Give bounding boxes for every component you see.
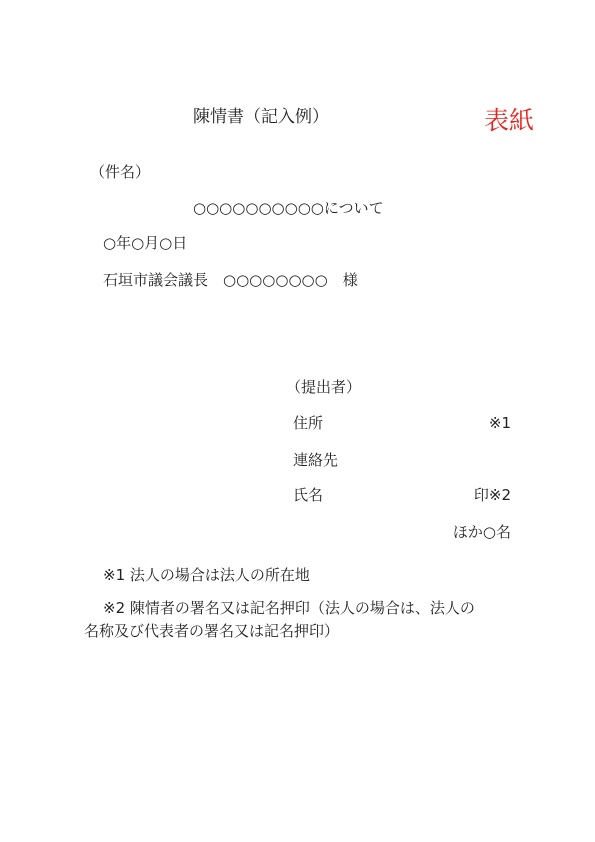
addressee-text: 石垣市議会議長 ○○○○○○○○ 様	[103, 271, 358, 289]
address-label: 住所	[293, 414, 324, 432]
note-2-line-2: 名称及び代表者の署名又は記名押印）	[84, 622, 340, 640]
subject-heading: （件名）	[90, 163, 151, 181]
submitter-heading: （提出者）	[286, 378, 362, 396]
cover-label: 表紙	[484, 106, 535, 135]
date-text: ○年○月○日	[103, 234, 188, 252]
seal-note: 印※2	[473, 486, 511, 504]
document-title: 陳情書（記入例）	[193, 107, 329, 127]
note-1: ※1 法人の場合は法人の所在地	[103, 566, 310, 584]
address-note: ※1	[488, 414, 511, 432]
subject-text: ○○○○○○○○○○について	[193, 199, 384, 217]
contact-label: 連絡先	[293, 451, 339, 469]
name-label: 氏名	[293, 486, 324, 504]
others-count: ほか○名	[452, 523, 511, 541]
note-2-line-1: ※2 陳情者の署名又は記名押印（法人の場合は、法人の	[103, 599, 475, 617]
